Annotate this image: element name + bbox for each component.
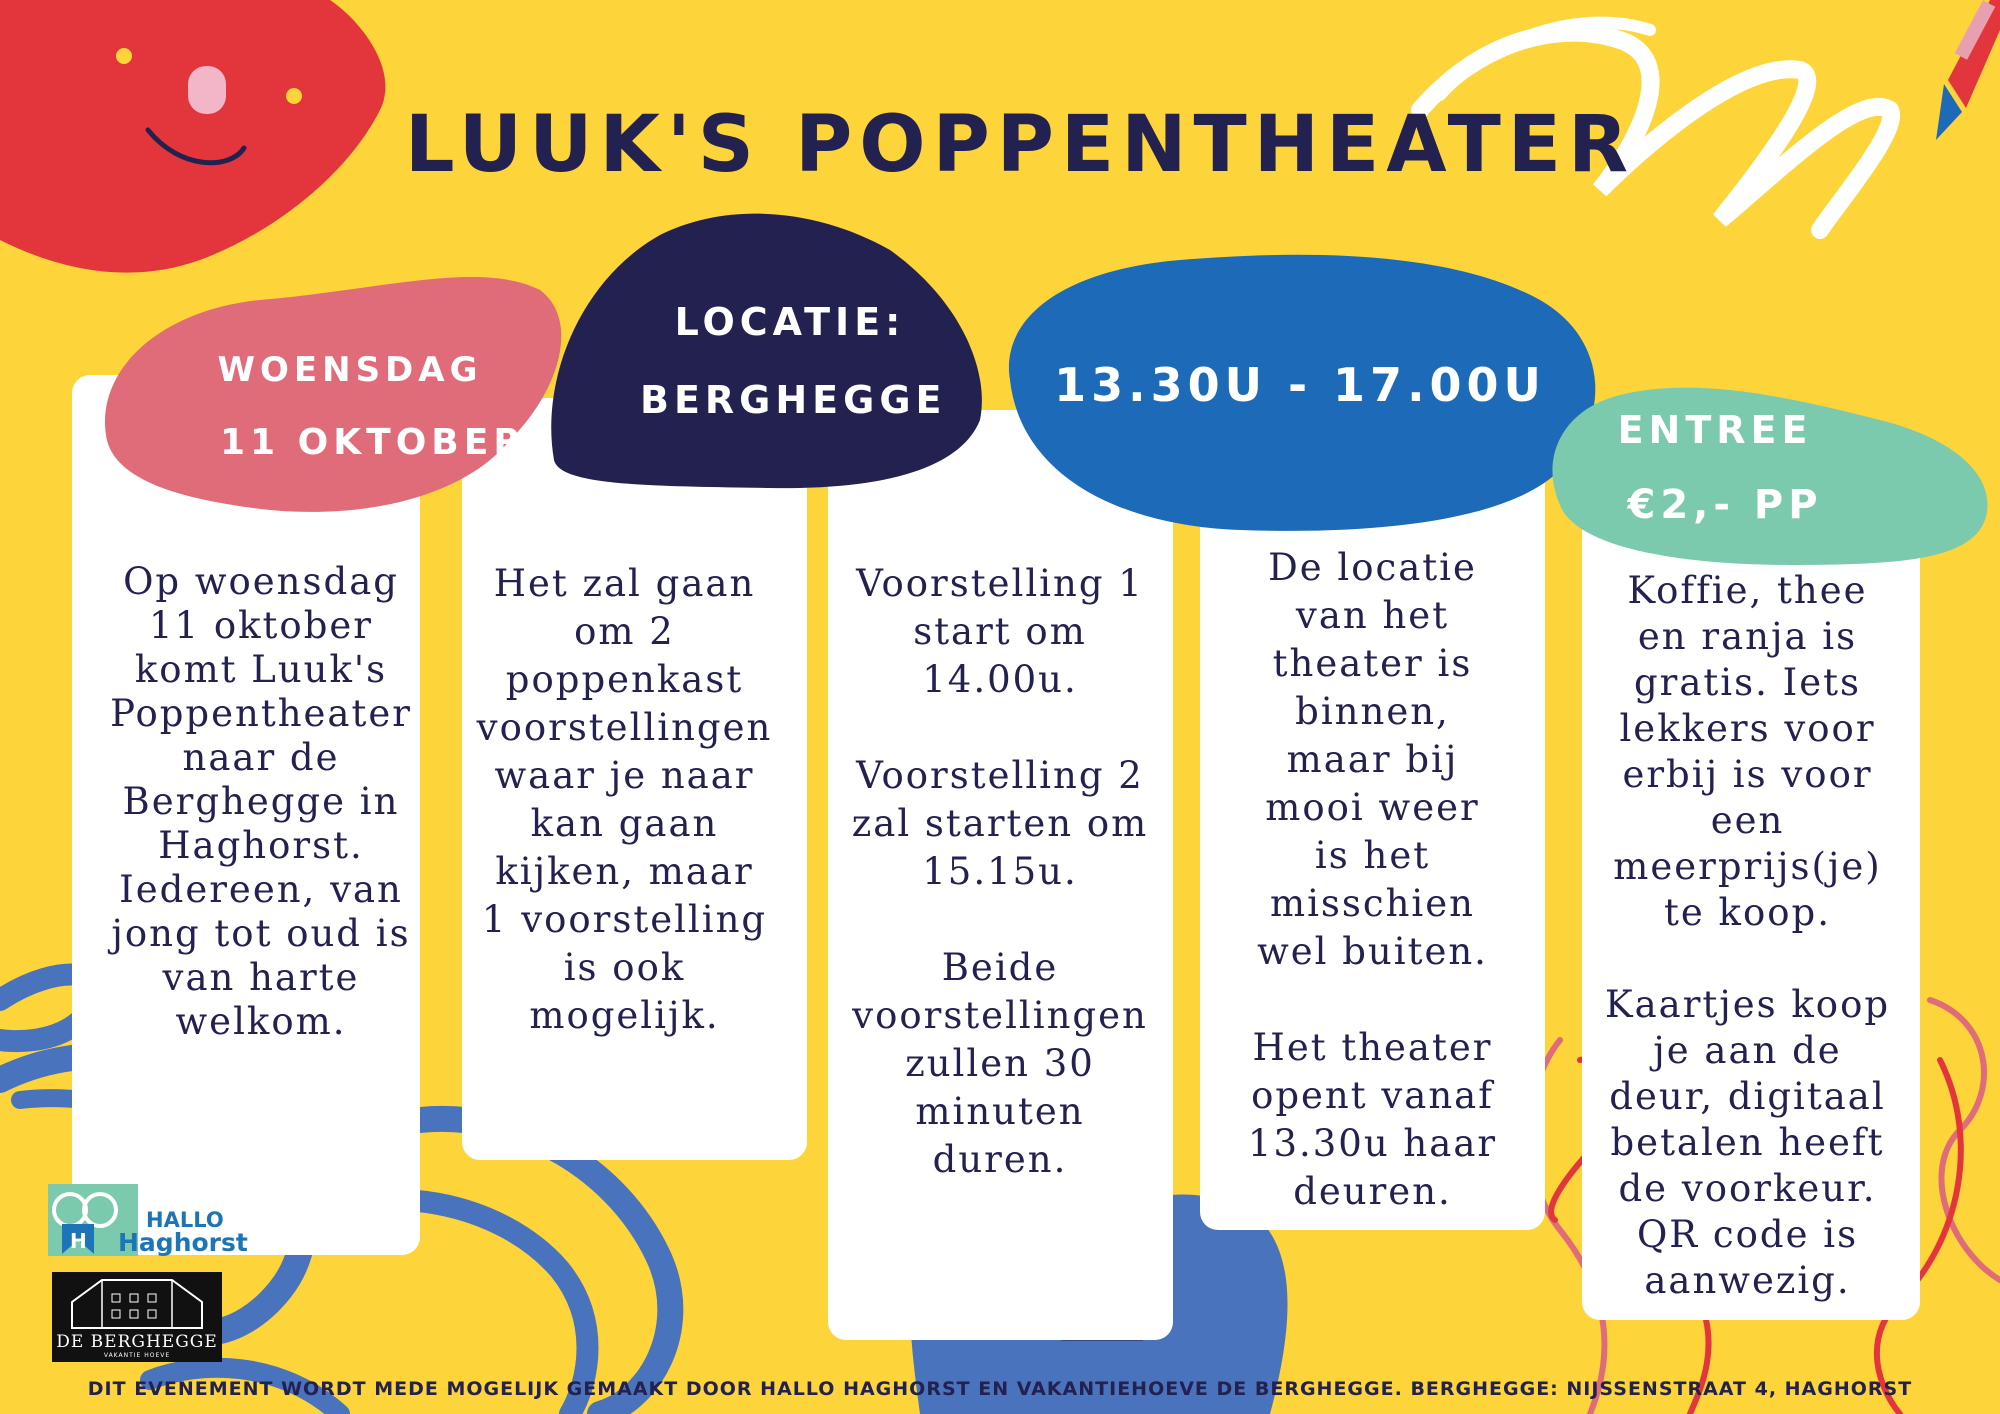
berghegge-logo-text: DE BERGHEGGE <box>56 1332 218 1352</box>
location-line-2: BERGHEGGE <box>640 378 947 422</box>
column-2-text: Het zal gaan om 2 poppenkast voorstellingen waar je naar kan gaan kijken, maar 1 voorstelling is ook mogelijk. <box>476 562 773 1037</box>
haghorst-text: Haghorst <box>118 1228 248 1257</box>
date-blob <box>105 277 561 512</box>
entry-price: €2,- PP <box>1627 482 1823 528</box>
hallo-text: HALLO <box>146 1208 224 1232</box>
de-berghegge-logo <box>52 1272 222 1362</box>
column-3-text: Voorstelling 1 start om 14.00u. Voorstelling 2 zal starten om 15.15u. Beide voorstellingen zullen 30 minuten duren. <box>851 562 1149 1181</box>
date-line-2: 11 OKTOBER <box>220 422 527 463</box>
footer-credits: DIT EVENEMENT WORDT MEDE MOGELIJK GEMAAKT DOOR HALLO HAGHORST EN VAKANTIEHOEVE DE BERGHEGGE. BERGHEGGE: NIJSSENSTRAAT 4, HAGHORST <box>87 1378 1913 1400</box>
location-line-1: LOCATIE: <box>674 300 906 344</box>
column-4-text: De locatie van het theater is binnen, maar bij mooi weer is het misschien wel buiten. Het theater opent vanaf 13.30u haar deuren. <box>1247 546 1498 1213</box>
vakantiehoeve-logo-text: VAKANTIE HOEVE <box>103 1352 171 1359</box>
entry-line-1: ENTREE <box>1617 408 1813 452</box>
svg-text:H: H <box>70 1229 87 1253</box>
column-5-text: Koffie, thee en ranja is gratis. Iets lekkers voor erbij is voor een meerprijs(je) te koop. Kaartjes koop je aan de deur, digitaal betalen heeft de voorkeur. QR code is aanwezig. <box>1604 569 1891 1302</box>
time-range: 13.30U - 17.00U <box>1054 358 1546 412</box>
farmhouse-icon <box>52 1272 222 1334</box>
column-1-text: Op woensdag 11 oktober komt Luuk's Poppentheater naar de Berghegge in Haghorst. Iedereen, van jong tot oud is van harte welkom. <box>110 560 412 1043</box>
poster-title: LUUK'S POPPENTHEATER <box>404 100 1636 190</box>
location-blob <box>551 214 982 489</box>
hallo-haghorst-logo <box>48 1184 248 1257</box>
date-line-1: WOENSDAG <box>217 350 483 390</box>
